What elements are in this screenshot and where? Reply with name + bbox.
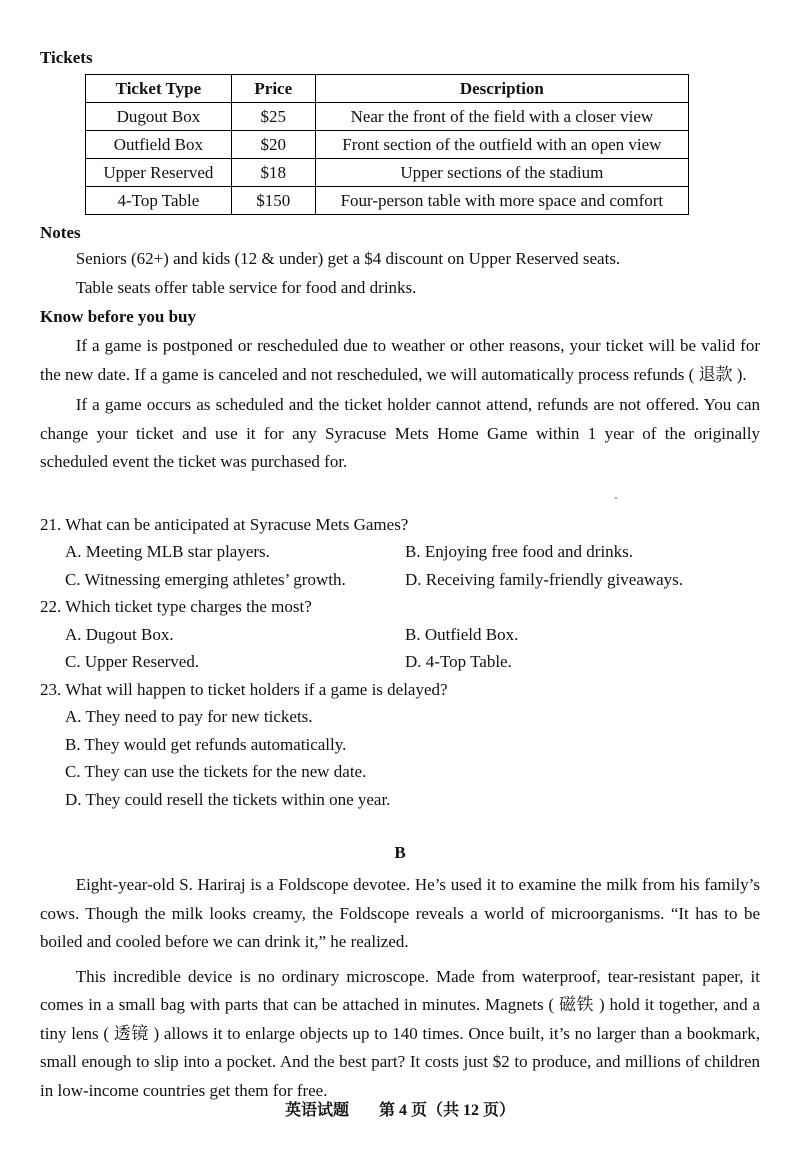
option-row <box>65 621 760 649</box>
table-row <box>86 103 689 131</box>
cell-description: Front section of the outfield with an open view <box>315 131 688 159</box>
cell-ticket-type: Upper Reserved <box>86 159 232 187</box>
option-c: C. They can use the tickets for the new date. <box>65 762 367 781</box>
question-options <box>65 703 760 813</box>
question-stem: 21. What can be anticipated at Syracuse Mets Games? <box>40 514 409 534</box>
tickets-table <box>85 74 689 215</box>
table-row <box>86 131 689 159</box>
scan-artifact-mark: - <box>614 490 618 504</box>
option-row <box>65 648 760 676</box>
option-a: A. Dugout Box. <box>65 624 174 644</box>
table-header-row <box>86 75 689 103</box>
tickets-heading: Tickets <box>40 48 93 67</box>
question-options <box>65 621 760 676</box>
option-row <box>65 538 760 566</box>
cell-ticket-type: 4-Top Table <box>86 187 232 215</box>
option-b: B. Enjoying free food and drinks. <box>405 542 634 561</box>
option-a: A. They need to pay for new tickets. <box>65 707 313 726</box>
policy-paragraph: If a game occurs as scheduled and the ticket holder cannot attend, refunds are not offered. You can change your ticket and use it for any Syracuse Mets Home Game within 1 year of the originally scheduled event the ticket was purchased for. <box>40 395 760 471</box>
option-b: B. Outfield Box. <box>405 624 519 644</box>
cell-price: $150 <box>231 187 315 215</box>
option-row <box>65 566 760 594</box>
know-before-you-buy-heading: Know before you buy <box>40 307 197 326</box>
footer-subject-label: 英语试题 <box>284 1102 349 1119</box>
table-row <box>86 187 689 215</box>
footer-page-number: 第 4 页（共 12 页） <box>379 1102 516 1119</box>
question-stem: 22. Which ticket type charges the most? <box>40 597 312 616</box>
question-stem: 23. What will happen to ticket holders if a game is delayed? <box>40 679 448 699</box>
note-line: Seniors (62+) and kids (12 & under) get a $4 discount on Upper Reserved seats. <box>75 249 621 268</box>
note-line: Table seats offer table service for food and drinks. <box>75 277 417 297</box>
page-footer <box>0 1097 800 1120</box>
passage-b-paragraph: This incredible device is no ordinary microscope. Made from waterproof, tear-resistant paper, it comes in a small bag with parts that can be attached in minutes. Magnets ( 磁铁 ) hold it together, and a tiny lens ( 透镜 ) allows it to enlarge objects up to 140 times. Once built, it’s no larger than a bookmark, small enough to slip into a pocket. And the best part? It costs just $2 to produce, and millions of children in low-income countries get them for free. <box>40 966 760 1100</box>
col-header-ticket-type: Ticket Type <box>86 75 232 103</box>
question-options <box>65 538 760 593</box>
spacer <box>40 813 760 835</box>
cell-price: $25 <box>231 103 315 131</box>
cell-description: Near the front of the field with a closer view <box>315 103 688 131</box>
passage-b-heading: B <box>394 843 406 862</box>
option-c: C. Witnessing emerging athletes’ growth. <box>65 569 346 589</box>
col-header-description: Description <box>315 75 688 103</box>
passage-b-paragraph: Eight-year-old S. Hariraj is a Foldscope devotee. He’s used it to examine the milk from his family’s cows. Though the milk looks creamy, the Foldscope reveals a world of microorganisms. “It has to be boiled and cooled before we can drink it,” he realized. <box>40 875 760 951</box>
cell-price: $18 <box>231 159 315 187</box>
question-23 <box>40 676 760 814</box>
cell-description: Upper sections of the stadium <box>315 159 688 187</box>
option-c: C. Upper Reserved. <box>65 652 200 671</box>
cell-description: Four-person table with more space and comfort <box>315 187 688 215</box>
option-d: D. Receiving family-friendly giveaways. <box>405 569 684 589</box>
cell-price: $20 <box>231 131 315 159</box>
option-a: A. Meeting MLB star players. <box>65 542 270 561</box>
notes-heading: Notes <box>40 223 81 242</box>
option-d: D. They could resell the tickets within one year. <box>65 789 391 809</box>
option-d: D. 4-Top Table. <box>405 652 512 671</box>
col-header-price: Price <box>231 75 315 103</box>
option-b: B. They would get refunds automatically. <box>65 734 347 754</box>
question-22 <box>40 593 760 676</box>
question-21 <box>40 511 760 594</box>
cell-ticket-type: Outfield Box <box>86 131 232 159</box>
spacer <box>40 477 760 511</box>
table-row <box>86 159 689 187</box>
cell-ticket-type: Dugout Box <box>86 103 232 131</box>
policy-paragraph: If a game is postponed or rescheduled due to weather or other reasons, your ticket will be valid for the new date. If a game is canceled and not rescheduled, we will automatically process refunds ( 退款 ). <box>40 336 760 384</box>
